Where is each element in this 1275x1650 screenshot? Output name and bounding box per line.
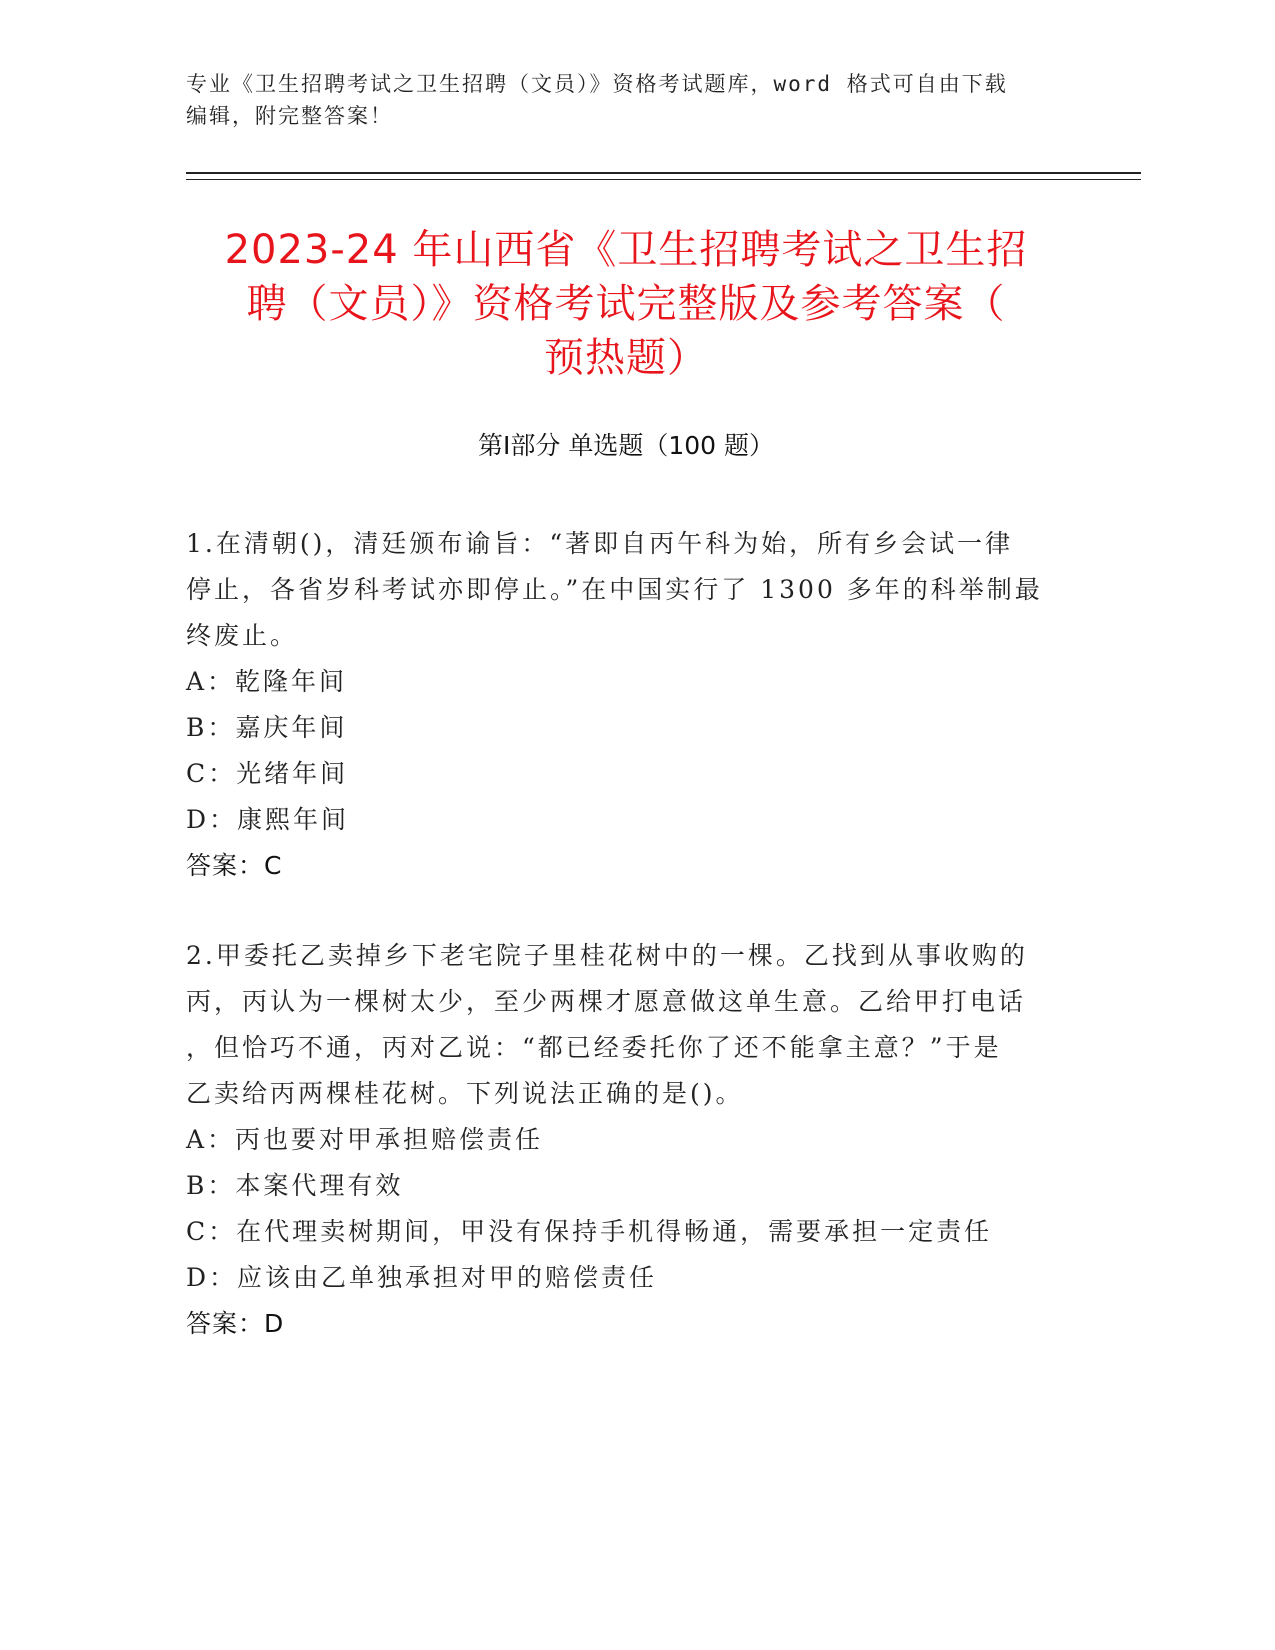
answer: 答案：D [186, 1309, 285, 1338]
title-line-3: 预热题） [544, 335, 708, 381]
question-stem-line: 乙卖给丙两棵桂花树。下列说法正确的是()。 [186, 1079, 744, 1108]
option-d: D：康熙年间 [186, 805, 350, 834]
header-line-1: 专业《卫生招聘考试之卫生招聘（文员）》资格考试题库，word 格式可自由下载 [186, 72, 1008, 96]
header-line-2: 编辑，附完整答案！ [186, 104, 393, 128]
option-c: C：光绪年间 [186, 759, 349, 788]
option-a: A：丙也要对甲承担赔偿责任 [186, 1125, 544, 1154]
question-stem-line: ，但恰巧不通，丙对乙说：“都已经委托你了还不能拿主意？”于是 [186, 1033, 1002, 1062]
option-a: A：乾隆年间 [186, 667, 348, 696]
question-stem-line: 终废止。 [186, 621, 299, 650]
question-stem-line: 停止，各省岁科考试亦即停止。”在中国实行了 1300 多年的科举制最 [186, 575, 1043, 604]
header-divider-thick [186, 172, 1141, 174]
question-2 [186, 933, 1066, 1347]
option-c: C：在代理卖树期间，甲没有保持手机得畅通，需要承担一定责任 [186, 1217, 993, 1246]
option-b: B：本案代理有效 [186, 1171, 404, 1200]
option-d: D：应该由乙单独承担对甲的赔偿责任 [186, 1263, 658, 1292]
option-b: B：嘉庆年间 [186, 713, 348, 742]
title-line-1: 2023-24 年山西省《卫生招聘考试之卫生招 [224, 227, 1028, 273]
answer: 答案：C [186, 851, 283, 880]
document-header [186, 68, 1066, 132]
question-stem-line: 2.甲委托乙卖掉乡下老宅院子里桂花树中的一棵。乙找到从事收购的 [186, 941, 1028, 970]
section-heading: 第Ⅰ部分 单选题（100 题） [478, 431, 774, 460]
question-1 [186, 521, 1066, 889]
document-title [186, 223, 1066, 385]
title-line-2: 聘（文员）》资格考试完整版及参考答案（ [246, 281, 1006, 327]
question-stem-line: 丙，丙认为一棵树太少，至少两棵才愿意做这单生意。乙给甲打电话 [186, 987, 1027, 1016]
header-divider-thin [186, 179, 1141, 180]
question-stem-line: 1.在清朝()，清廷颁布谕旨：“著即自丙午科为始，所有乡会试一律 [186, 529, 1014, 558]
